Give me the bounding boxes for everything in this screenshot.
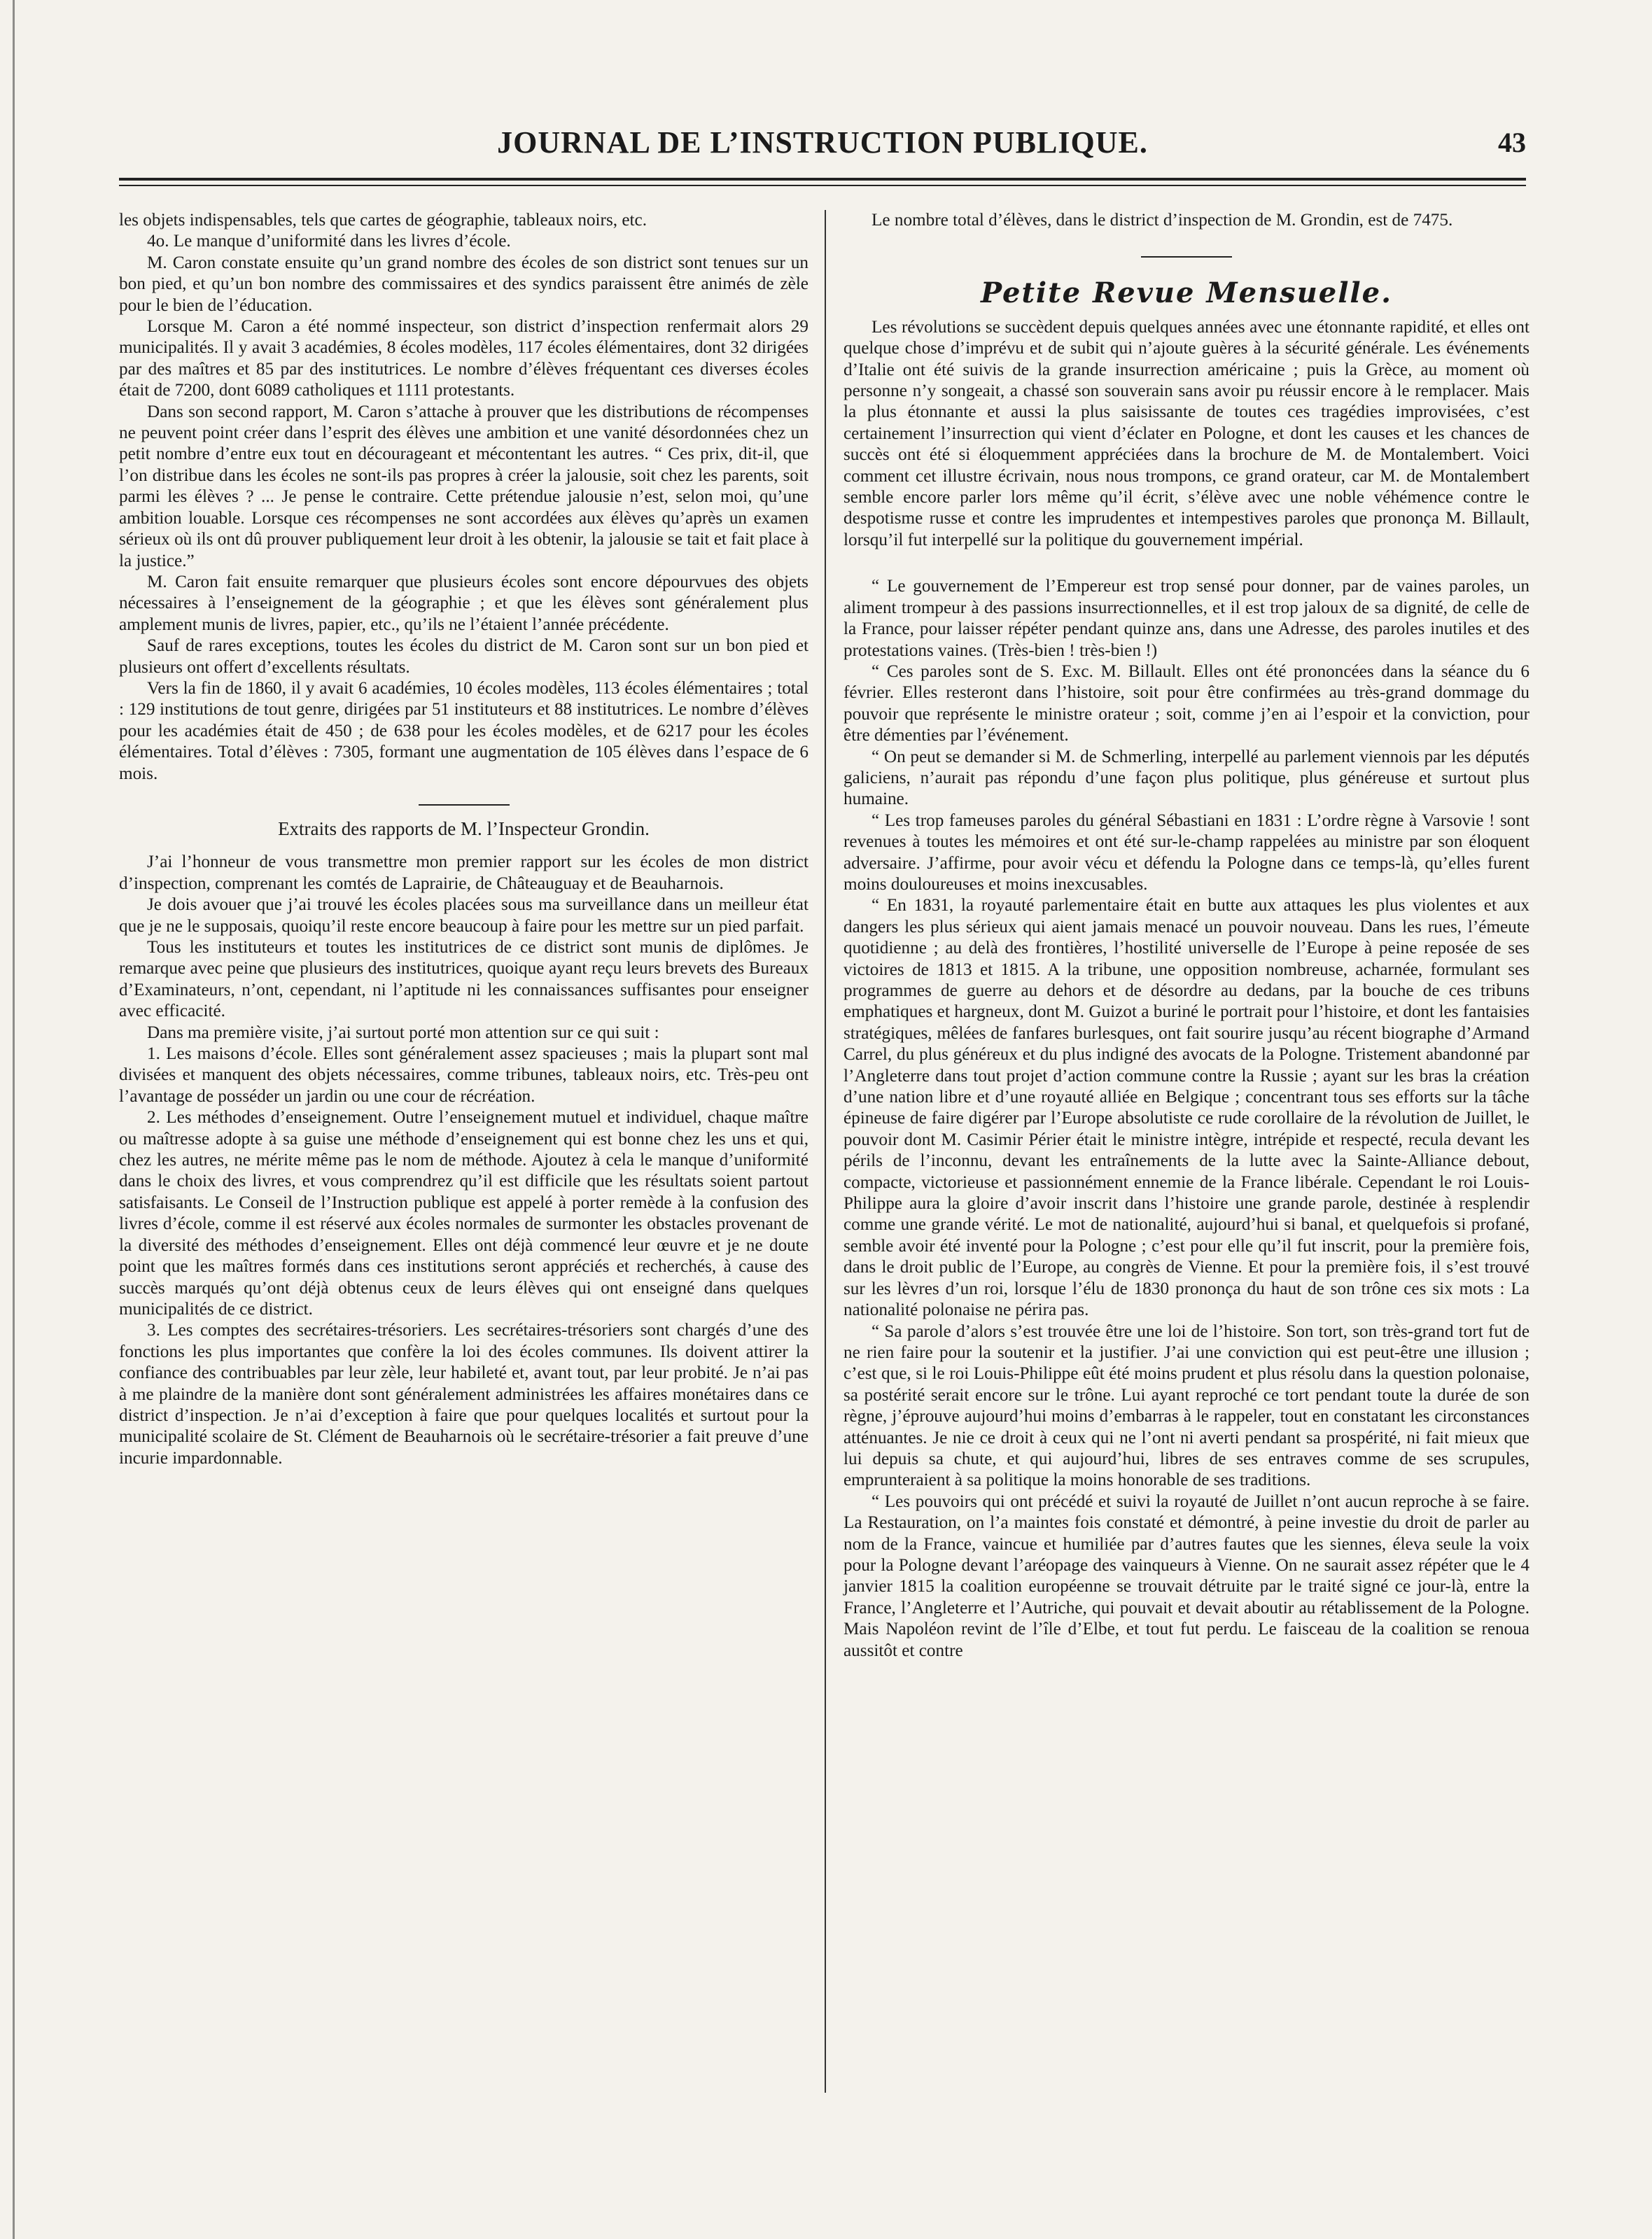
- paragraph: Lorsque M. Caron a été nommé inspecteur, son district d’inspection renfermait alors 29 municipalités. Il y avait 3 académies, 8 écoles modèles, 117 écoles élémentaires, dont 32 dirigées par des maîtres et 85 par des institutrices. Le nombre d’élèves fréquentant ces diverses écoles était de 7200, dont 6089 catholiques et 1111 protestants.: [119, 317, 808, 400]
- paragraph: 2. Les méthodes d’enseignement. Outre l’enseignement mutuel et individuel, chaque maître ou maîtresse adopte à sa guise une méthode d’enseignement qui est bonne chez les uns et qui, chez les autres, ne mérite même pas le nom de méthode. Ajoutez à cela le manque d’uniformité dans le choix des livres, et vous comprendrez qu’il est difficile que les résultats soient partout satisfaisants. Le Conseil de l’Instruction publique est appelé à porter remède à la confusion des livres d’école, comme il est réservé aux écoles normales de surmonter les obstacles provenant de la diversité des méthodes d’enseignement. Elles ont déjà commencé leur œuvre et je ne doute point que les maîtres formés dans ces institutions seront appréciés et recherchés, à cause des succès marqués qu’ont déjà obtenus ceux de leurs élèves qui ont enseigné dans quelques municipalités de ce district.: [119, 1108, 808, 1319]
- column-divider: [825, 210, 826, 2093]
- paragraph: “ Ces paroles sont de S. Exc. M. Billault. Elles ont été prononcées dans la séance du 6 février. Elles resteront dans l’histoire, soit pour être confirmées au très-grand dommage du pouvoir que représente le ministre orateur ; soit, comme j’en ai l’espoir et la conviction, pour être démenties par l’événement.: [844, 661, 1530, 745]
- paragraph: les objets indispensables, tels que cartes de géographie, tableaux noirs, etc.: [119, 211, 647, 230]
- paragraph: J’ai l’honneur de vous transmettre mon premier rapport sur les écoles de mon district d’inspection, comprenant les comtés de Laprairie, de Châteauguay et de Beauharnois.: [119, 852, 808, 893]
- paragraph: Je dois avouer que j’ai trouvé les écoles placées sous ma surveillance dans un meilleur état que je ne le supposais, quoiqu’il reste encore beaucoup à faire pour les mettre sur un pied parfait.: [119, 895, 808, 936]
- paragraph: “ Le gouvernement de l’Empereur est trop sensé pour donner, par de vaines paroles, un aliment trompeur à des passions insurrectionnelles, et il est trop jaloux de sa dignité, de celle de la France, pour laisser répéter pendant quinze ans, dans une Adresse, des paroles inutiles et des protestations vaines. (Très-bien ! très-bien !): [844, 577, 1530, 660]
- header-rule-thin: [119, 185, 1526, 186]
- paragraph: Le nombre total d’élèves, dans le district d’inspection de M. Grondin, est de 7475.: [872, 211, 1453, 230]
- page-header: [119, 119, 1526, 168]
- right-column: [844, 210, 1530, 1662]
- paragraph: Vers la fin de 1860, il y avait 6 académies, 10 écoles modèles, 113 écoles élémentaires ; total : 129 institutions de tout genre, dirigées par 51 instituteurs et 88 institutrices. Le nombre d’élèves pour les académies était de 450 ; de 638 pour les écoles modèles, et de 6217 pour les écoles élémentaires. Total d’élèves : 7305, formant une augmentation de 105 élèves dans l’espace de 6 mois.: [119, 678, 808, 783]
- paragraph: “ Les trop fameuses paroles du général Sébastiani en 1831 : L’ordre règne à Varsovie ! sont revenues à toutes les mémoires et ont été sur-le-champ rappelées au ministre par son éloquent adversaire. J’affirme, pour avoir vécu et défendu la Pologne dans ce temps-là, qu’elles furent moins douloureuses et moins inexcusables.: [844, 810, 1530, 894]
- paragraph: Dans son second rapport, M. Caron s’attache à prouver que les distributions de récompenses ne peuvent point créer dans l’esprit des élèves une ambition et une vanité désordonnées chez un petit nombre d’entre eux tout en décourageant et mécontentant les autres. “ Ces prix, dit-il, que l’on distribue dans les écoles ne sont-ils pas propres à créer la jalousie, soit chez les parents, soit parmi les élèves ? ... Je pense le contraire. Cette prétendue jalousie n’est, selon moi, qu’une ambition louable. Lorsque ces récompenses ne sont accordées aux élèves qu’après un examen sérieux où ils ont dû prouver publiquement leur droit à les obtenir, la jalousie se tait et fait place à la justice.”: [119, 402, 808, 570]
- paragraph: Les révolutions se succèdent depuis quelques années avec une étonnante rapidité, et elles ont quelque chose d’imprévu et de subit qui n’ajoute guères à la sécurité générale. Les événements d’Italie ont été suivis de la grande insurrection américaine ; puis la Grèce, au moment où personne n’y songeait, a chassé son souverain sans avoir pu réussir encore à le remplacer. Mais la plus étonnante et aussi la plus saisissante de toutes ces tragédies improvisées, c’est certainement l’insurrection qui vient d’éclater en Pologne, et dont les causes et les chances de succès ont été si éloquemment appréciées dans la brochure de M. de Montalembert. Voici comment cet illustre écrivain, nous nous trompons, ce grand orateur, car M. de Montalembert semble encore parler lors même qu’il écrit, s’élève avec une noble véhémence contre le despotisme russe et contre les imprudentes et intempestives paroles que prononça M. Billault, lorsqu’il fut interpellé sur la politique du gouvernement impérial.: [844, 317, 1530, 549]
- section-heading-grondin: Extraits des rapports de M. l’Inspecteur Grondin.: [278, 817, 650, 839]
- paragraph: 1. Les maisons d’école. Elles sont généralement assez spacieuses ; mais la plupart sont mal divisées et manquent des objets nécessaires, comme tribunes, tableaux noirs, etc. Très-peu ont l’avantage de posséder un jardin ou une cour de récréation.: [119, 1044, 808, 1106]
- paragraph: Dans ma première visite, j’ai surtout porté mon attention sur ce qui suit :: [147, 1023, 659, 1042]
- left-column: [119, 210, 808, 1469]
- paragraph: “ Les pouvoirs qui ont précédé et suivi la royauté de Juillet n’ont aucun reproche à se faire. La Restauration, on l’a maintes fois constaté et démontré, à peine investie du droit de parler au nom de la France, vaincue et humiliée par d’autres fautes que les siennes, éleva seule la voix pour la Pologne devant l’aréopage des vainqueurs à Vienne. On ne saurait assez répéter que le 4 janvier 1815 la coalition européenne se trouvait détruite par le traité signé ce jour-là, entre la France, l’Angleterre et l’Autriche, qui pouvait et devait aboutir au rétablissement de la Pologne. Mais Napoléon revint de l’île d’Elbe, et tout fut perdu. Le faisceau de la coalition se renoua aussitôt et contre: [844, 1492, 1530, 1660]
- paragraph: 4o. Le manque d’uniformité dans les livres d’école.: [147, 232, 511, 251]
- running-title: JOURNAL DE L’INSTRUCTION PUBLIQUE.: [497, 125, 1148, 160]
- paragraph: M. Caron constate ensuite qu’un grand nombre des écoles de son district sont tenues sur un bon pied, et qu’un bon nombre des commissaires et des syndics paraissent être animés de zèle pour le bien de l’éducation.: [119, 253, 808, 315]
- page-edge-line: [13, 0, 15, 2239]
- page-number: 43: [1498, 127, 1526, 158]
- revue-mensuelle-title: Petite Revue Mensuelle.: [981, 276, 1392, 310]
- paragraph: Tous les instituteurs et toutes les institutrices de ce district sont munis de diplômes. Je remarque avec peine que plusieurs des institutrices, quoique ayant reçu leurs brevets des Bureaux d’Examinateurs, n’ont, cependant, ni l’aptitude ni les connaissances suffisantes pour enseigner avec efficacité.: [119, 938, 808, 1021]
- paragraph: 3. Les comptes des secrétaires-trésoriers. Les secrétaires-trésoriers sont chargés d’une des fonctions les plus importantes que confère la loi des écoles communes. Ils doivent attirer la confiance des contribuables par leur zèle, leur habileté et, avant tout, par leur probité. Je n’ai pas à me plaindre de la manière dont sont généralement administrées les affaires monétaires dans ce district d’inspection. Je n’ai d’exception à faire que pour quelques localités et surtout pour la municipalité scolaire de St. Clément de Beauharnois où le secrétaire-trésorier a fait preuve d’une incurie impardonnable.: [119, 1321, 808, 1468]
- paragraph: “ Sa parole d’alors s’est trouvée être une loi de l’histoire. Son tort, son très-grand tort fut de ne rien faire pour la soutenir et la justifier. J’ai une conviction qui est peut-être une illusion ; c’est que, si le roi Louis-Philippe eût été moins prudent et plus résolu dans la question polonaise, sa postérité serait encore sur le trône. Lui ayant reproché ce tort pendant toute la durée de son règne, j’éprouve aujourd’hui moins d’embarras à le rappeler, tout en constatant les circonstances atténuantes. Je nie ce droit à ceux qui ne l’ont ni averti pendant sa prospérité, ni fait mieux que lui depuis sa chute, et qui aujourd’hui, libres de ses entraves comme de ses scrupules, emprunteraient à sa politique la moins honorable de ses traditions.: [844, 1321, 1530, 1490]
- paragraph: “ En 1831, la royauté parlementaire était en butte aux attaques les plus violentes et aux dangers les plus sérieux qui aient jamais menacé un pouvoir nouveau. Dans les rues, l’émeute quotidienne ; au delà des frontières, l’hostilité universelle de l’Europe à peine reposée de ses victoires de 1813 et 1815. A la tribune, une opposition nombreuse, acharnée, formulant ses programmes de guerre au dehors et de désordre au dedans, par la bouche de ces tribuns emphatiques et hargneux, dont M. Guizot a buriné le portrait pour l’histoire, et dont les fantaisies stratégiques, mêlées de fanfares burlesques, ont fait sourire jusqu’au récent biographe d’Armand Carrel, du plus généreux et du plus indigné des avocats de la Pologne. Tristement abandonné par l’Angleterre dans tout projet d’action commune contre la Russie ; ayant sur les bras la création d’une nation libre et d’une royauté alliée en Belgique ; concentrant tous ses efforts sur la tâche épineuse de faire digérer par l’Europe absolutiste ce rude corollaire de la révolution de Juillet, le pouvoir dont M. Casimir Périer était le ministre intègre, intrépide et respecté, recula devant les périls de l’inconnu, devant les entraînements de la lutte avec la Sainte-Alliance debout, compacte, victorieuse et passionnément ennemie de la France libérale. Cependant le roi Louis-Philippe aura la gloire d’avoir inscrit dans l’histoire une grande parole, destinée à resplendir comme une grande vérité. Le mot de nationalité, aujourd’hui si banal, et quelquefois si profané, semble avoir été inventé pour la Pologne ; c’est pour elle qu’il fut inscrit, pour la première fois, dans le droit public de l’Europe, au congrès de Vienne. Et pour la première fois, il s’est trouvé sur les lèvres d’un roi, lorsque l’élu de 1830 prononça du haut de son trône ces six mots : La nationalité polonaise ne périra pas.: [844, 896, 1530, 1320]
- paragraph: M. Caron fait ensuite remarquer que plusieurs écoles sont encore dépourvues des objets nécessaires à l’enseignement de la géographie ; et que les élèves sont généralement plus amplement munis de livres, papier, etc., qu’ils ne l’étaient l’année précédente.: [119, 572, 808, 634]
- paragraph: Sauf de rares exceptions, toutes les écoles du district de M. Caron sont sur un bon pied et plusieurs ont offert d’excellents résultats.: [119, 636, 808, 677]
- header-rule-thick: [119, 178, 1526, 181]
- paragraph: “ On peut se demander si M. de Schmerling, interpellé au parlement viennois par les députés galiciens, n’aurait pas répondu d’une façon plus politique, plus généreuse et surtout plus humaine.: [844, 747, 1530, 809]
